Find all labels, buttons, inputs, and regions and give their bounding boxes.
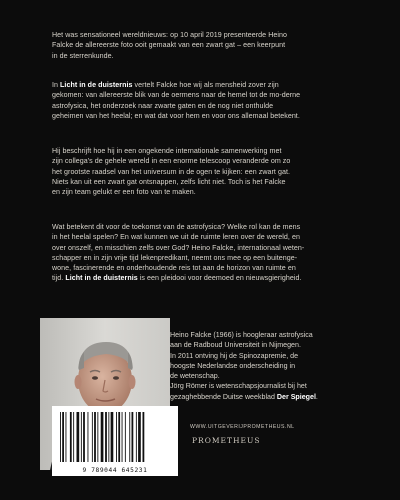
collaboration-paragraph: [52, 146, 352, 197]
questions-text: Wat betekent dit voor de toekomst van de astrofysica? Welke rol kan de mens in het heelal spelen? En wat kunnen we uit de ruimte leren over de wereld, en over onszelf, en misschien zelfs over God? Heino Falcke, internationaal weten- schapper en in zijn vrije tijd lekenpredikant, neemt ons mee op een buitenge- wone, fascinerende en onderhoudende reis tot aan de horizon van ruimte en tijd.: [52, 223, 305, 283]
barcode-bars: [52, 410, 178, 468]
summary-paragraph: [52, 80, 352, 121]
publisher-url[interactable]: WWW.UITGEVERIJPROMETHEUS.NL: [190, 424, 295, 430]
book-title-highlight-2: Licht in de duisternis: [65, 274, 138, 283]
isbn-barcode: [52, 406, 178, 476]
summary-text: vertelt Falcke hoe wij als mensheid zover zijn gekomen: van allereerste blik van de oermens naar de hemel tot de mo-derne astrofysica, het onderzoek naar zwarte gaten en de nog niet onthulde geheimen van het heelal; en wat dat voor hem en voor ons allemaal betekent.: [52, 81, 301, 120]
questions-paragraph: [52, 222, 352, 284]
book-title-highlight: Licht in de duisternis: [60, 81, 133, 89]
bio-end: .: [315, 392, 318, 401]
publisher-block: [190, 418, 370, 458]
publisher-logo: PROMETHEUS: [192, 436, 261, 445]
summary-lead: In: [52, 81, 61, 89]
intro-paragraph: [52, 30, 352, 61]
bio-text: Heino Falcke (1966) is hoogleraar astrofysica aan de Radboud Universiteit in Nijmegen. In 2011 ontving hij de Spinozapremie, de hoogste Nederlandse onderscheiding in de wetenschap. Jörg Römer is wetenschapsjournalist bij het gezaghebbende Duitse weekblad: [170, 331, 313, 401]
author-bio: [170, 330, 370, 402]
questions-end: is een pleidooi voor deemoed en nieuwsgierigheid.: [137, 274, 302, 283]
intro-text: Het was sensationeel wereldnieuws: op 10 april 2019 presenteerde Heino Falcke de allereerste foto ooit gemaakt van een zwart gat – een keerpunt in de sterrenkunde.: [52, 31, 287, 60]
magazine-name: Der Spiegel: [276, 392, 316, 401]
collaboration-text: Hij beschrijft hoe hij in een ongekende internationale samenwerking met zijn collega's de gehele wereld in een enorme telescoop veranderde om zo het grootste raadsel van het universum in de ogen te kijken: een zwart gat. Niets kan uit een zwart gat ontsnappen, zelfs licht niet. Toch is het Falcke en zijn team gelukt er een foto van te maken.: [52, 147, 291, 197]
barcode-number: 9 789044 645231: [82, 467, 148, 474]
